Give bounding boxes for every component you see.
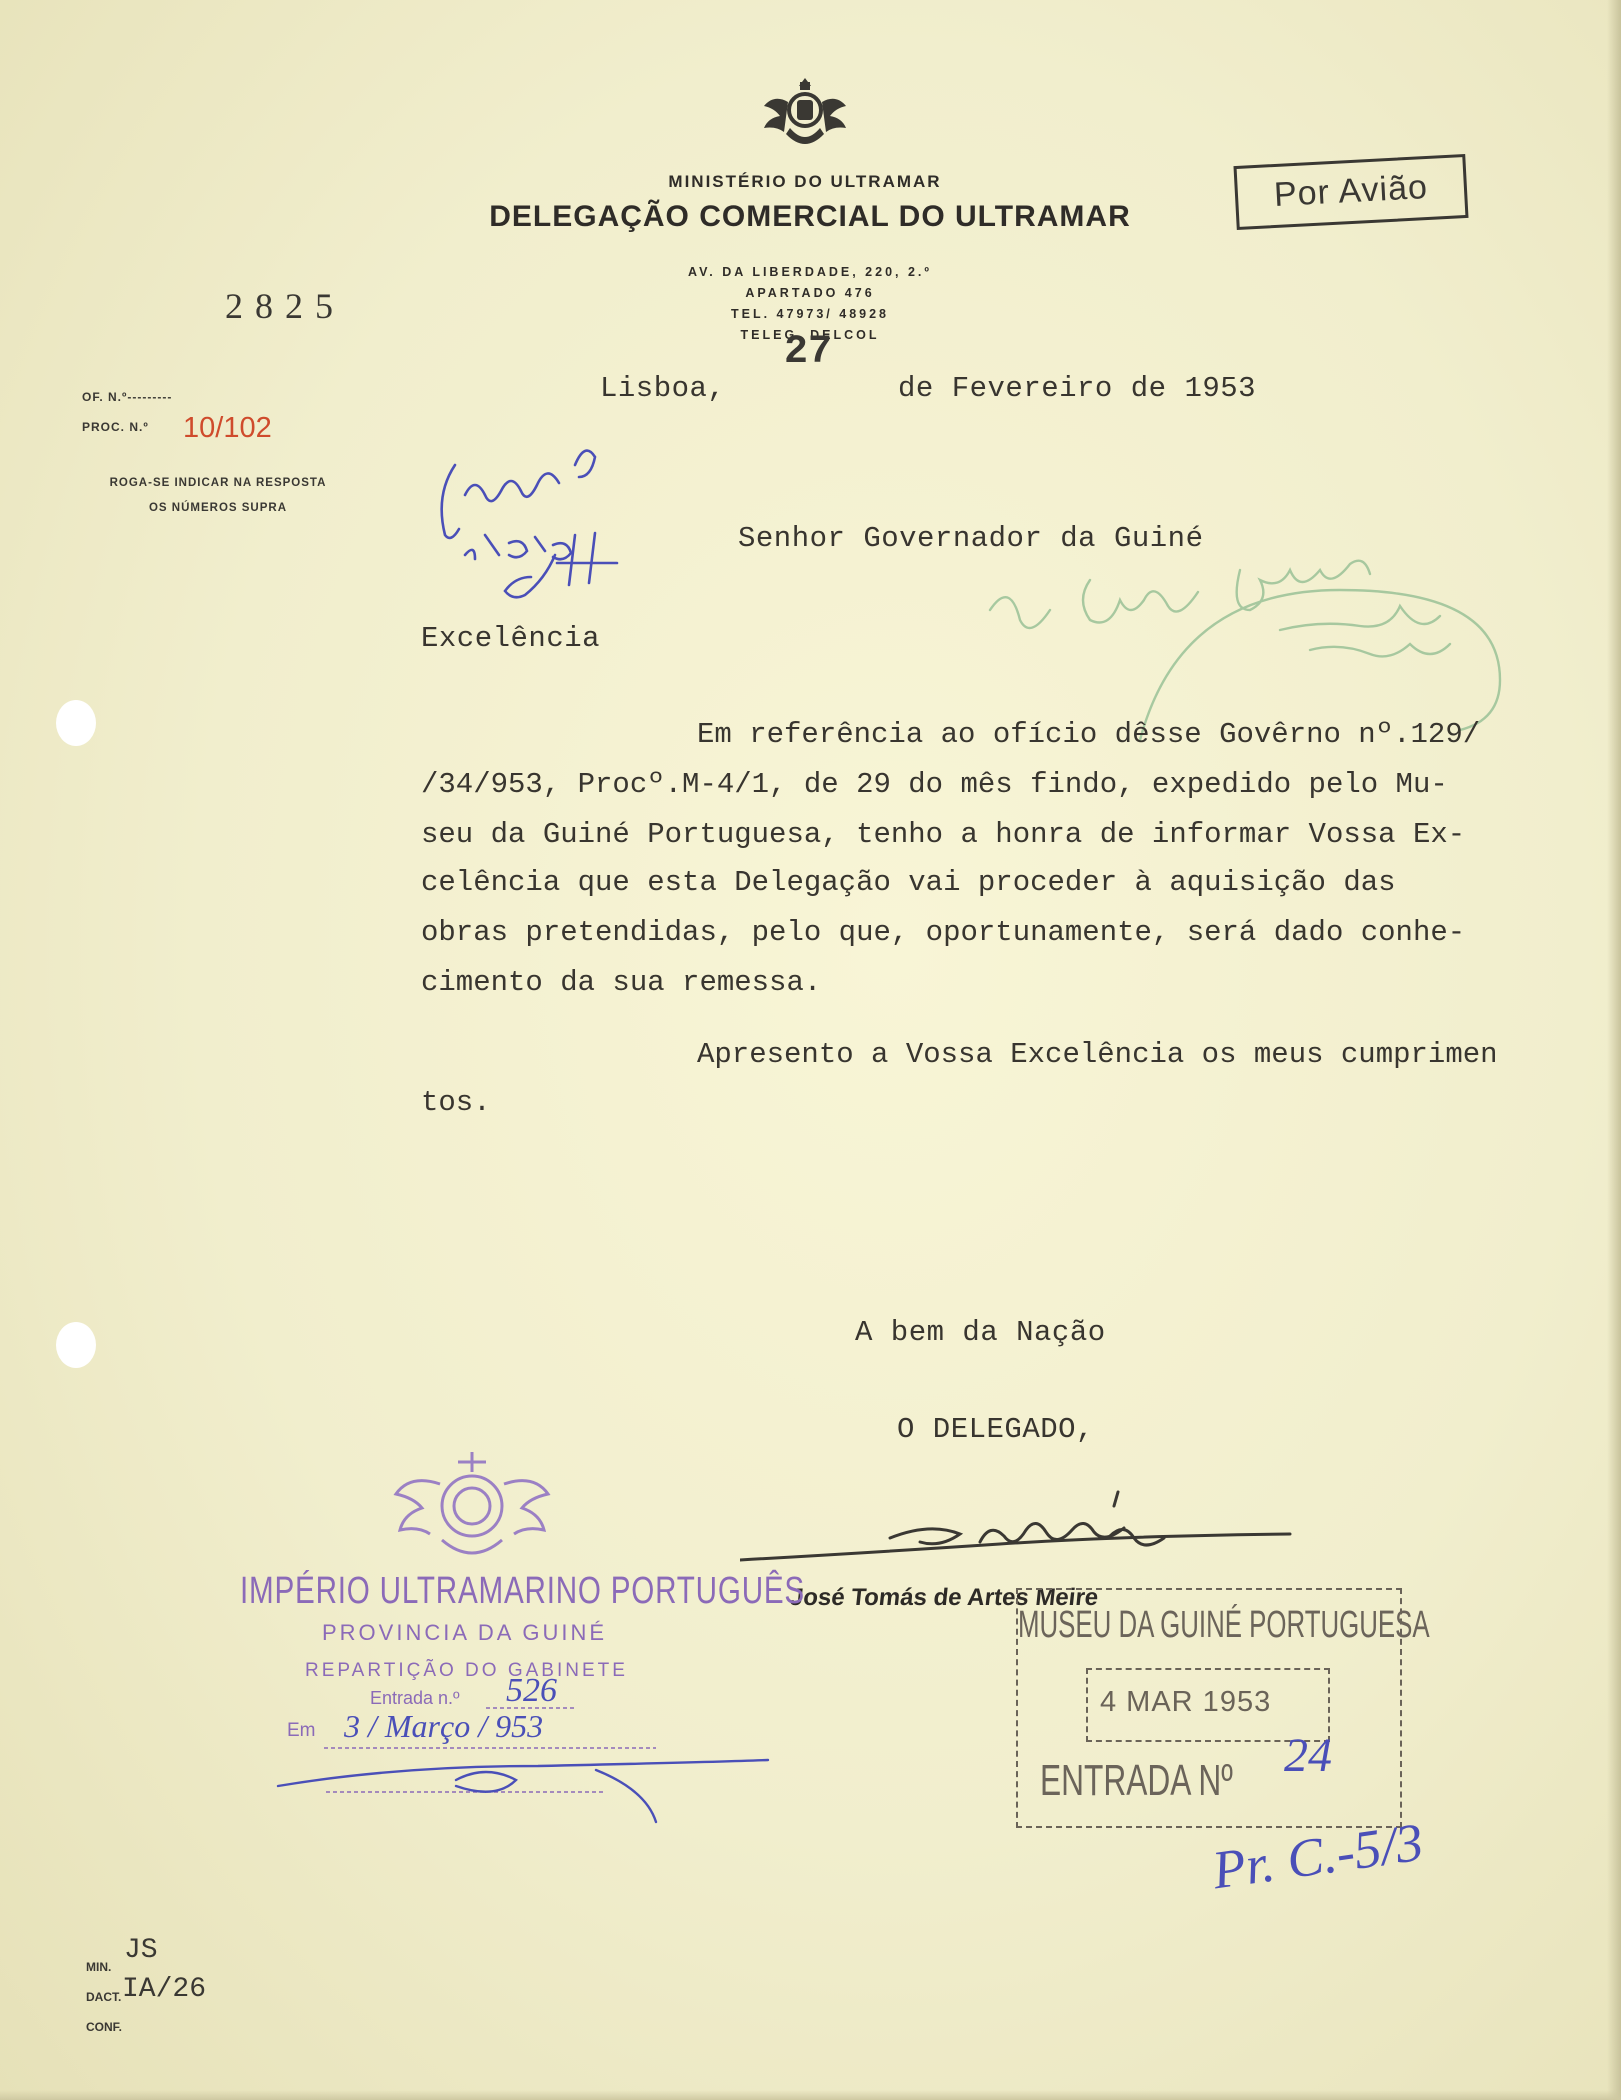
process-number: 10/102 — [183, 412, 272, 444]
address-street: AV. DA LIBERDADE, 220, 2.º — [688, 265, 932, 279]
typist-initials: IA/26 — [122, 1974, 207, 2005]
imperial-stamp-entry-label: Entrada n.º — [370, 1688, 460, 1708]
dateline-place: Lisboa, — [600, 372, 726, 405]
imperial-stamp-date: 3 / Março / 953 — [344, 1708, 544, 1744]
imperial-stamp-entry-number: 526 — [506, 1672, 557, 1709]
delegation-name: DELEGAÇÃO COMERCIAL DO ULTRAMAR — [489, 200, 1131, 233]
closing-formula: A bem da Nação — [855, 1316, 1106, 1349]
imperial-stamp-title: IMPÉRIO ULTRAMARINO PORTUGUÊS — [240, 1570, 805, 1612]
museum-process-reference: Pr. C.-5/3 — [1208, 1811, 1427, 1901]
imperial-crest-stamp-icon — [392, 1444, 552, 1564]
signature — [740, 1486, 1300, 1576]
signatory-title: O DELEGADO, — [897, 1413, 1094, 1446]
greeting: Excelência — [421, 622, 601, 655]
address-po-box: APARTADO 476 — [745, 286, 875, 300]
confirmation-label: CONF. — [86, 2020, 122, 2034]
body-line: celência que esta Delegação vai proceder à aquisição das — [421, 866, 1396, 899]
addressee: Senhor Governador da Guiné — [738, 522, 1204, 555]
reply-instruction-line: OS NÚMEROS SUPRA — [148, 502, 288, 514]
body-line: cimento da sua remessa. — [421, 966, 822, 999]
body-line: obras pretendidas, pelo que, oportunamente, será dado conhe- — [421, 916, 1466, 949]
imperial-stamp-province: PROVINCIA DA GUINÉ — [322, 1620, 608, 1645]
body-line: /34/953, Procº.M-4/1, de 29 do mês findo, expedido pelo Mu- — [421, 768, 1448, 801]
dateline-day: 27 — [784, 330, 833, 375]
museum-stamp-date: 4 MAR 1953 — [1100, 1686, 1272, 1718]
closing-line: Apresento a Vossa Excelência os meus cumprimen — [697, 1038, 1498, 1071]
address-phone: TEL. 47973/ 48928 — [730, 307, 890, 321]
office-number-label: OF. N.º--------- — [82, 390, 173, 404]
reply-instruction — [82, 471, 354, 521]
punch-hole-bottom — [56, 1322, 96, 1368]
imperial-stamp-underlines — [276, 1700, 776, 1830]
reply-instruction-line: ROGA-SE INDICAR NA RESPOSTA — [109, 477, 327, 489]
handwritten-margin-note — [425, 405, 645, 605]
address-telegram: TELEG. DELCOL — [740, 328, 880, 342]
paper-edge-bottom — [0, 2090, 1621, 2100]
typist-label: DACT. — [86, 1990, 122, 2004]
dateline-date: de Fevereiro de 1953 — [898, 372, 1257, 405]
punch-hole-top — [56, 700, 96, 746]
reference-number: 2825 — [225, 286, 345, 326]
body-line: Em referência ao ofício dêsse Govêrno nº.129/ — [697, 718, 1481, 751]
museum-stamp-entry-number: 24 — [1284, 1729, 1332, 1782]
coat-of-arms-icon — [760, 72, 850, 152]
museum-stamp-title: MUSEU DA GUINÉ PORTUGUESA — [1018, 1604, 1430, 1646]
closing-line: tos. — [421, 1086, 491, 1119]
ministry-name: MINISTÉRIO DO ULTRAMAR — [668, 172, 942, 191]
body-line: seu da Guiné Portuguesa, tenho a honra de informar Vossa Ex- — [421, 818, 1466, 851]
imperial-stamp-department: REPARTIÇÃO DO GABINETE — [305, 1660, 628, 1681]
process-number-label: PROC. N.º — [82, 420, 149, 434]
minute-label: MIN. — [86, 1960, 112, 1974]
signatory-name: José Tomás de Artes Meire — [788, 1584, 1100, 1611]
air-mail-stamp: Por Avião — [1233, 154, 1468, 230]
minute-initials: JS — [124, 1935, 158, 1966]
museum-stamp-entry-label: ENTRADA Nº — [1040, 1756, 1233, 1805]
imperial-stamp-date-label: Em — [287, 1720, 316, 1741]
